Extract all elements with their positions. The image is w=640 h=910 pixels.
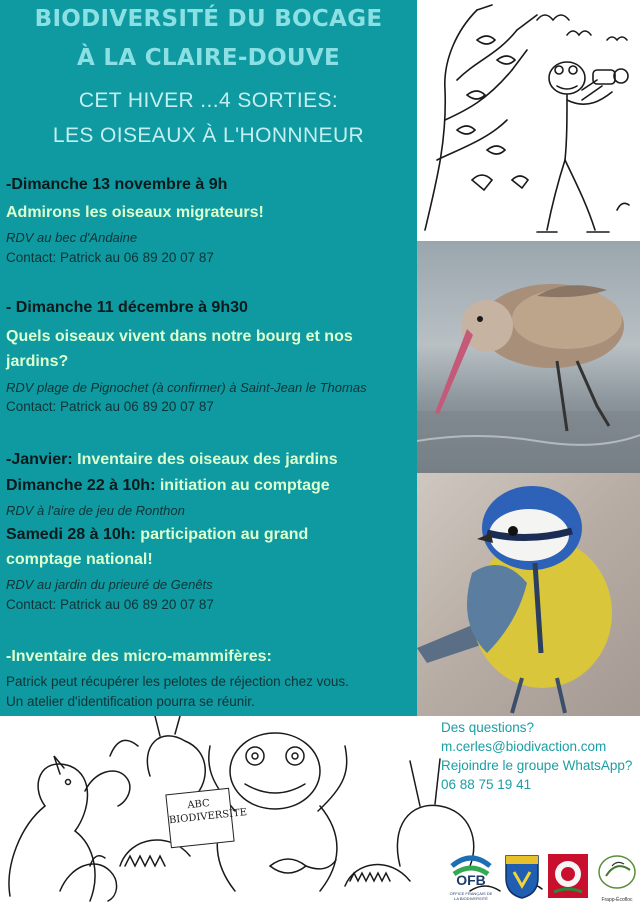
title-line-1: BIODIVERSITÉ DU BOCAGE — [34, 6, 383, 32]
event-1-rdv: RDV au bec d'Andaine — [6, 230, 138, 245]
frog-birdwatcher-illustration — [417, 0, 640, 241]
event-1-headline: Admirons les oiseaux migrateurs! — [6, 204, 264, 221]
abc-book-text: ABC BIODIVERSITE — [168, 797, 248, 827]
ofb-caption: OFFICE FRANÇAIS DE LA BIODIVERSITÉ — [449, 891, 493, 901]
town-crest-logo — [502, 852, 542, 900]
frapp-caption: Frapp-Écofloc — [601, 897, 633, 903]
event-2-date: - Dimanche 11 décembre à 9h30 — [6, 299, 248, 316]
flower-icon — [546, 852, 590, 900]
event-4-headline: -Inventaire des micro-mammifères: — [6, 648, 272, 665]
event-3-date: -Janvier: — [6, 451, 73, 468]
abc-book — [165, 788, 248, 848]
event-3-sub1-rdv: RDV à l'aire de jeu de Ronthon — [6, 503, 185, 518]
ofb-logo — [448, 852, 494, 902]
phone-number: 06 88 75 19 41 — [441, 777, 532, 792]
event-2-headline-1: Quels oiseaux vivent dans notre bourg et nos — [6, 328, 353, 345]
subtitle-line-2: LES OISEAUX À L'HONNNEUR — [52, 124, 365, 147]
event-3-contact: Contact: Patrick au 06 89 20 07 87 — [6, 597, 214, 612]
blue-tit-photo — [417, 473, 640, 716]
leaf-bird-icon — [594, 852, 640, 892]
red-flower-logo — [546, 852, 590, 900]
questions-label: Des questions? — [441, 720, 535, 735]
frog-sketch-svg — [417, 0, 640, 241]
event-1-contact: Contact: Patrick au 06 89 20 07 87 — [6, 250, 214, 265]
partner-logos — [448, 852, 640, 904]
event-3-sub2-text-2: comptage national! — [6, 551, 153, 568]
ofb-emblem-icon — [448, 852, 494, 886]
event-3-sub1 — [6, 477, 330, 495]
event-3-sub1-text: initiation au comptage — [155, 477, 330, 494]
shield-icon — [502, 852, 542, 900]
ofb-text: OFB — [456, 872, 486, 886]
whatsapp-link[interactable]: Rejoindre le groupe WhatsApp? — [441, 758, 633, 773]
event-2-rdv: RDV plage de Pignochet (à confirmer) à Saint-Jean le Thomas — [6, 380, 367, 395]
event-3-sub2 — [6, 526, 308, 544]
title-line-2: À LA CLAIRE-DOUVE — [76, 45, 341, 71]
event-3-sub1-date: Dimanche 22 à 10h: — [6, 477, 156, 494]
contact-info — [441, 718, 640, 794]
blue-tit-svg — [417, 473, 640, 716]
event-3-sub2-rdv: RDV au jardin du prieuré de Genêts — [6, 577, 213, 592]
frapp-logo — [594, 852, 640, 904]
event-3-headline: Inventaire des oiseaux des jardins — [72, 451, 338, 468]
event-4-line-1: Patrick peut récupérer les pelotes de réjection chez vous. — [6, 674, 349, 689]
email-link[interactable]: m.cerles@biodivaction.com — [441, 739, 607, 754]
godwit-svg — [417, 241, 640, 473]
event-2-contact: Contact: Patrick au 06 89 20 07 87 — [6, 399, 214, 414]
event-2-headline-2: jardins? — [6, 353, 69, 370]
event-3-line — [6, 451, 338, 469]
event-4-line-2: Un atelier d'identification pourra se réunir. — [6, 694, 255, 709]
event-3-sub2-text: participation au grand — [135, 526, 309, 543]
event-3-sub2-date: Samedi 28 à 10h: — [6, 526, 136, 543]
subtitle-line-1: CET HIVER ...4 SORTIES: — [78, 89, 339, 112]
event-1-date: -Dimanche 13 novembre à 9h — [6, 176, 228, 193]
godwit-photo — [417, 241, 640, 473]
